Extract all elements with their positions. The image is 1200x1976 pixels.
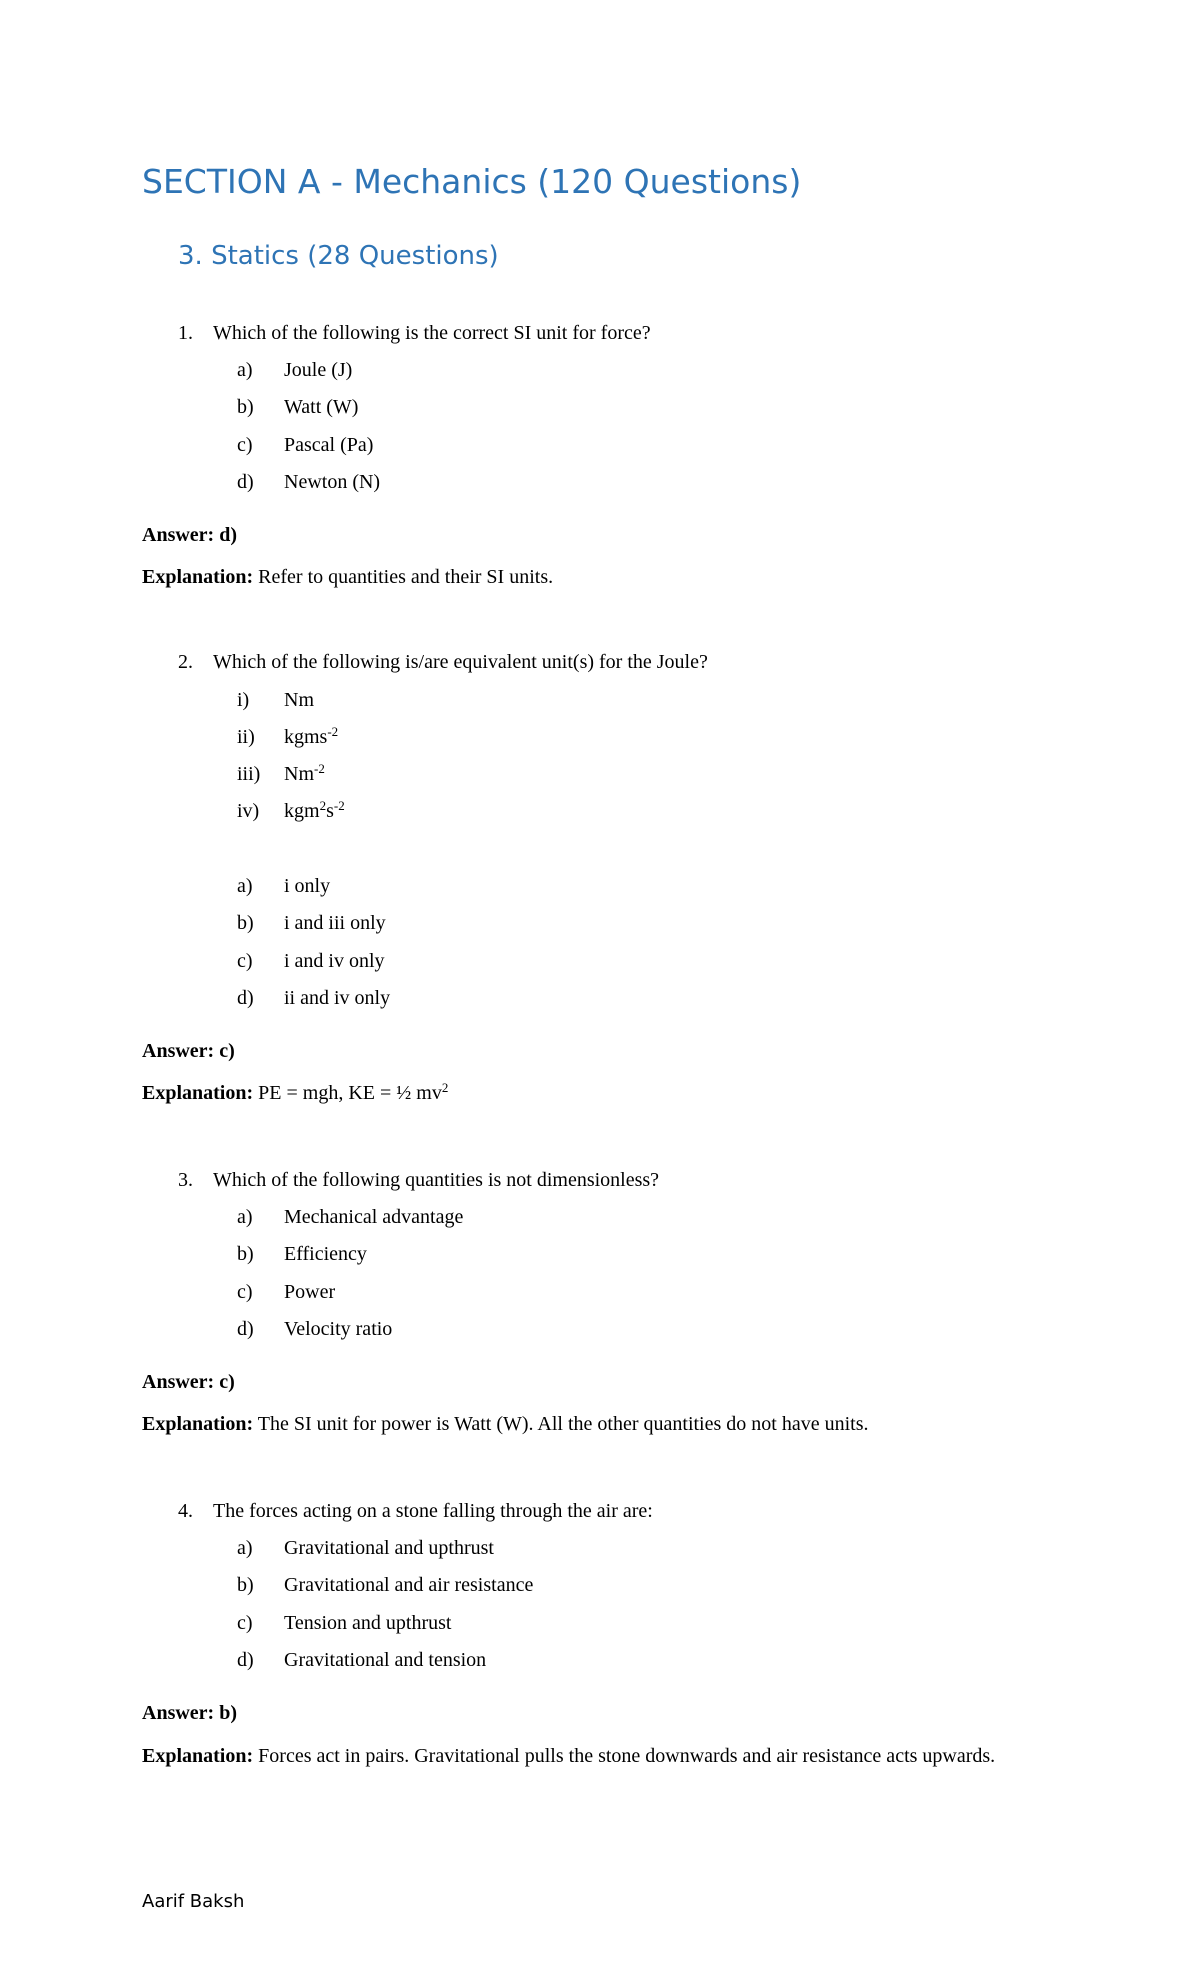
explanation-text: Forces act in pairs. Gravitational pulls the stone downwards and air resistance acts upwards.	[258, 1745, 996, 1767]
explanation: Explanation: PE = mgh, KE = ½ $mv^2$	[142, 1080, 449, 1104]
explanation	[142, 1744, 995, 1768]
option-text: Mechanical advantage	[284, 1206, 464, 1228]
option-label: c)	[237, 950, 253, 972]
option-text: i only	[284, 875, 331, 897]
option-text: Joule (J)	[284, 359, 353, 381]
explanation-label: Explanation:	[142, 566, 254, 588]
question-text: The forces acting on a stone falling through the air are:	[213, 1500, 653, 1522]
question-number: 1.	[178, 322, 193, 344]
question-number: 2.	[178, 651, 193, 673]
option-label: d)	[237, 1318, 254, 1340]
answer: Answer: d)	[142, 524, 237, 546]
option-text: i and iv only	[284, 950, 385, 972]
explanation-label: Explanation:	[142, 1082, 254, 1104]
option-label: a)	[237, 875, 253, 897]
option-text: Power	[284, 1281, 336, 1303]
option-text: Pascal (Pa)	[284, 434, 374, 456]
option-text: Gravitational and air resistance	[284, 1574, 534, 1596]
option-label: d)	[237, 471, 254, 493]
statement-label: i)	[237, 689, 250, 711]
option-label: c)	[237, 1281, 253, 1303]
explanation	[142, 565, 553, 589]
option-text: Newton (N)	[284, 471, 381, 493]
question-number: 4.	[178, 1500, 193, 1522]
option-text: Velocity ratio	[284, 1318, 393, 1340]
explanation	[142, 1412, 868, 1436]
explanation-label: Explanation:	[142, 1413, 254, 1435]
option-text: ii and iv only	[284, 987, 391, 1009]
explanation-text: The SI unit for power is Watt (W). All the other quantities do not have units.	[257, 1413, 869, 1435]
option-label: b)	[237, 396, 254, 418]
option-label: b)	[237, 912, 254, 934]
option-label: d)	[237, 1649, 254, 1671]
option-label: a)	[237, 359, 253, 381]
statement-label: iii)	[237, 763, 261, 785]
option-text: i and iii only	[284, 912, 386, 934]
answer: Answer: b)	[142, 1702, 237, 1724]
option-label: b)	[237, 1243, 254, 1265]
option-text: Efficiency	[284, 1243, 367, 1265]
explanation-text: PE = mgh, KE = ½ mv	[258, 1082, 442, 1104]
option-label: b)	[237, 1574, 254, 1596]
statement-text: kgms$^{-2}$	[284, 724, 339, 748]
option-label: d)	[237, 987, 254, 1009]
question-text: Which of the following is/are equivalent unit(s) for the Joule?	[213, 651, 708, 673]
section-title: SECTION A - Mechanics (120 Questions)	[142, 162, 802, 201]
explanation-text: Refer to quantities and their SI units.	[258, 566, 554, 588]
statement-text: $Nm^{-2}$	[284, 761, 325, 785]
explanation-label: Explanation:	[142, 1745, 254, 1767]
footer-author: Aarif Baksh	[142, 1891, 245, 1912]
statement-text: $kgm^2s^{-2}$	[284, 798, 345, 822]
question-number: 3.	[178, 1169, 193, 1191]
option-label: c)	[237, 434, 253, 456]
option-text: Gravitational and upthrust	[284, 1537, 494, 1559]
option-text: Watt (W)	[284, 396, 359, 418]
option-text: Gravitational and tension	[284, 1649, 487, 1671]
answer: Answer: c)	[142, 1040, 235, 1062]
question-text: Which of the following is the correct SI unit for force?	[213, 322, 651, 344]
question-text: Which of the following quantities is not dimensionless?	[213, 1169, 660, 1191]
subsection-title: 3. Statics (28 Questions)	[178, 241, 499, 271]
statement-label: ii)	[237, 726, 255, 748]
option-text: Tension and upthrust	[284, 1612, 452, 1634]
statement-label: iv)	[237, 800, 260, 822]
option-label: a)	[237, 1206, 253, 1228]
option-label: a)	[237, 1537, 253, 1559]
statement-text: Nm	[284, 689, 314, 711]
option-label: c)	[237, 1612, 253, 1634]
answer: Answer: c)	[142, 1371, 235, 1393]
